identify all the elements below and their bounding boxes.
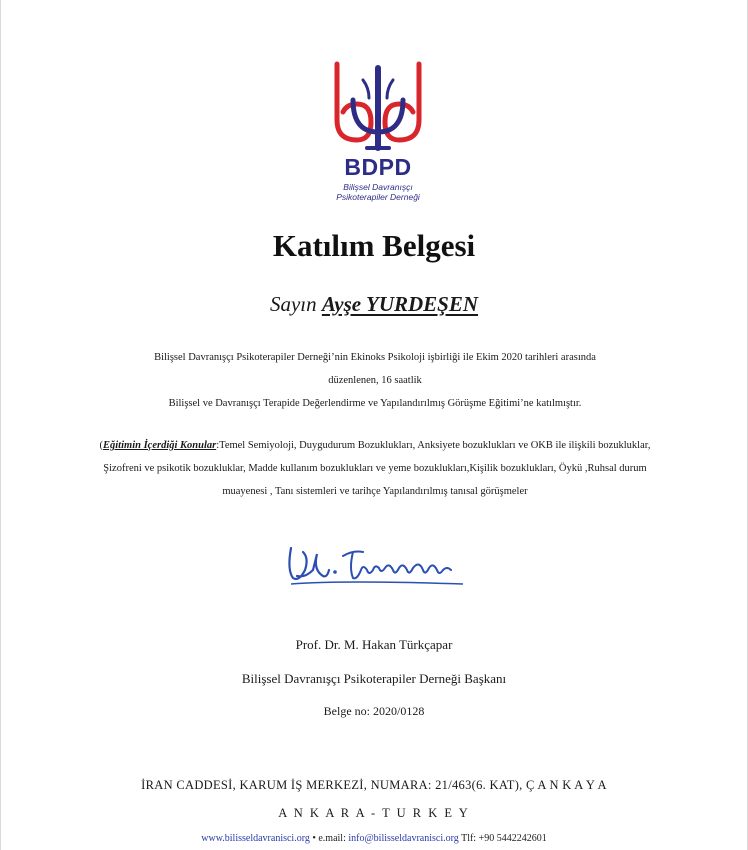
recipient-name: Ayşe YURDEŞEN — [321, 292, 479, 316]
signatory-title: Bilişsel Davranışçı Psikoterapiler Derneği Başkanı — [241, 671, 507, 686]
participation-paragraph — [91, 346, 659, 415]
contact-line — [1, 833, 747, 844]
signatory-name: Prof. Dr. M. Hakan Türkçapar — [295, 637, 453, 652]
address-line1: İRAN CADDESİ, KARUM İŞ MERKEZİ, NUMARA: 21/463(6. KAT), Ç A N K A Y A — [141, 778, 607, 792]
logo-subtitle-line2: Psikoterapiler Derneği — [336, 192, 420, 202]
recipient-line — [1, 292, 747, 317]
bdpd-logo — [323, 60, 433, 210]
certificate-title: Katılım Belgesi — [272, 228, 476, 263]
salutation: Sayın — [269, 292, 317, 316]
topics-paragraph — [91, 434, 659, 503]
website-link[interactable]: www.bilisseldavranisci.org — [201, 833, 310, 844]
topics-text: :Temel Semiyoloji, Duygudurum Bozuklukları, Anksiyete bozuklukları ve OKB ile ilişkili bozukluklar, Şizofreni ve psikotik bozukluklar, Madde kullanım bozuklukları ve yeme bozuklukları,Kişilik bozuklukları, Öykü ,Ruhsal durum muayenesi , Tanı sistemleri ve tarihçe Yapılandırılmış tanısal görüşmeler — [103, 440, 651, 497]
topics-label: Eğitimin İçerdiği Konular — [103, 440, 217, 451]
bdpd-emblem — [323, 60, 433, 152]
logo-subtitle-line1: Bilişsel Davranışçı — [343, 182, 413, 192]
phone-number: Tlf: +90 5442242601 — [461, 833, 547, 844]
open-paren: ( — [99, 440, 104, 451]
address-line2: A N K A R A - T U R K E Y — [278, 806, 470, 820]
paragraph1-line2: düzenlenen, 16 saatlik — [328, 375, 422, 386]
logo-year: 2010 — [372, 146, 384, 152]
certificate-number: Belge no: 2020/0128 — [323, 704, 425, 718]
paragraph1-line1: Bilişsel Davranışçı Psikoterapiler Derneği’nin Ekinoks Psikoloji işbirliği ile Ekim 2020 tarihleri arasında — [154, 352, 596, 363]
logo-abbreviation: BDPD — [344, 154, 412, 180]
paragraph1-line3: Bilişsel ve Davranışçı Terapide Değerlendirme ve Yapılandırılmış Görüşme Eğitimi’ne katılmıştır. — [168, 398, 582, 409]
email-link[interactable]: info@bilisseldavranisci.org — [348, 833, 459, 844]
signature-image — [283, 540, 473, 590]
email-label: • e.mail: — [312, 833, 346, 844]
